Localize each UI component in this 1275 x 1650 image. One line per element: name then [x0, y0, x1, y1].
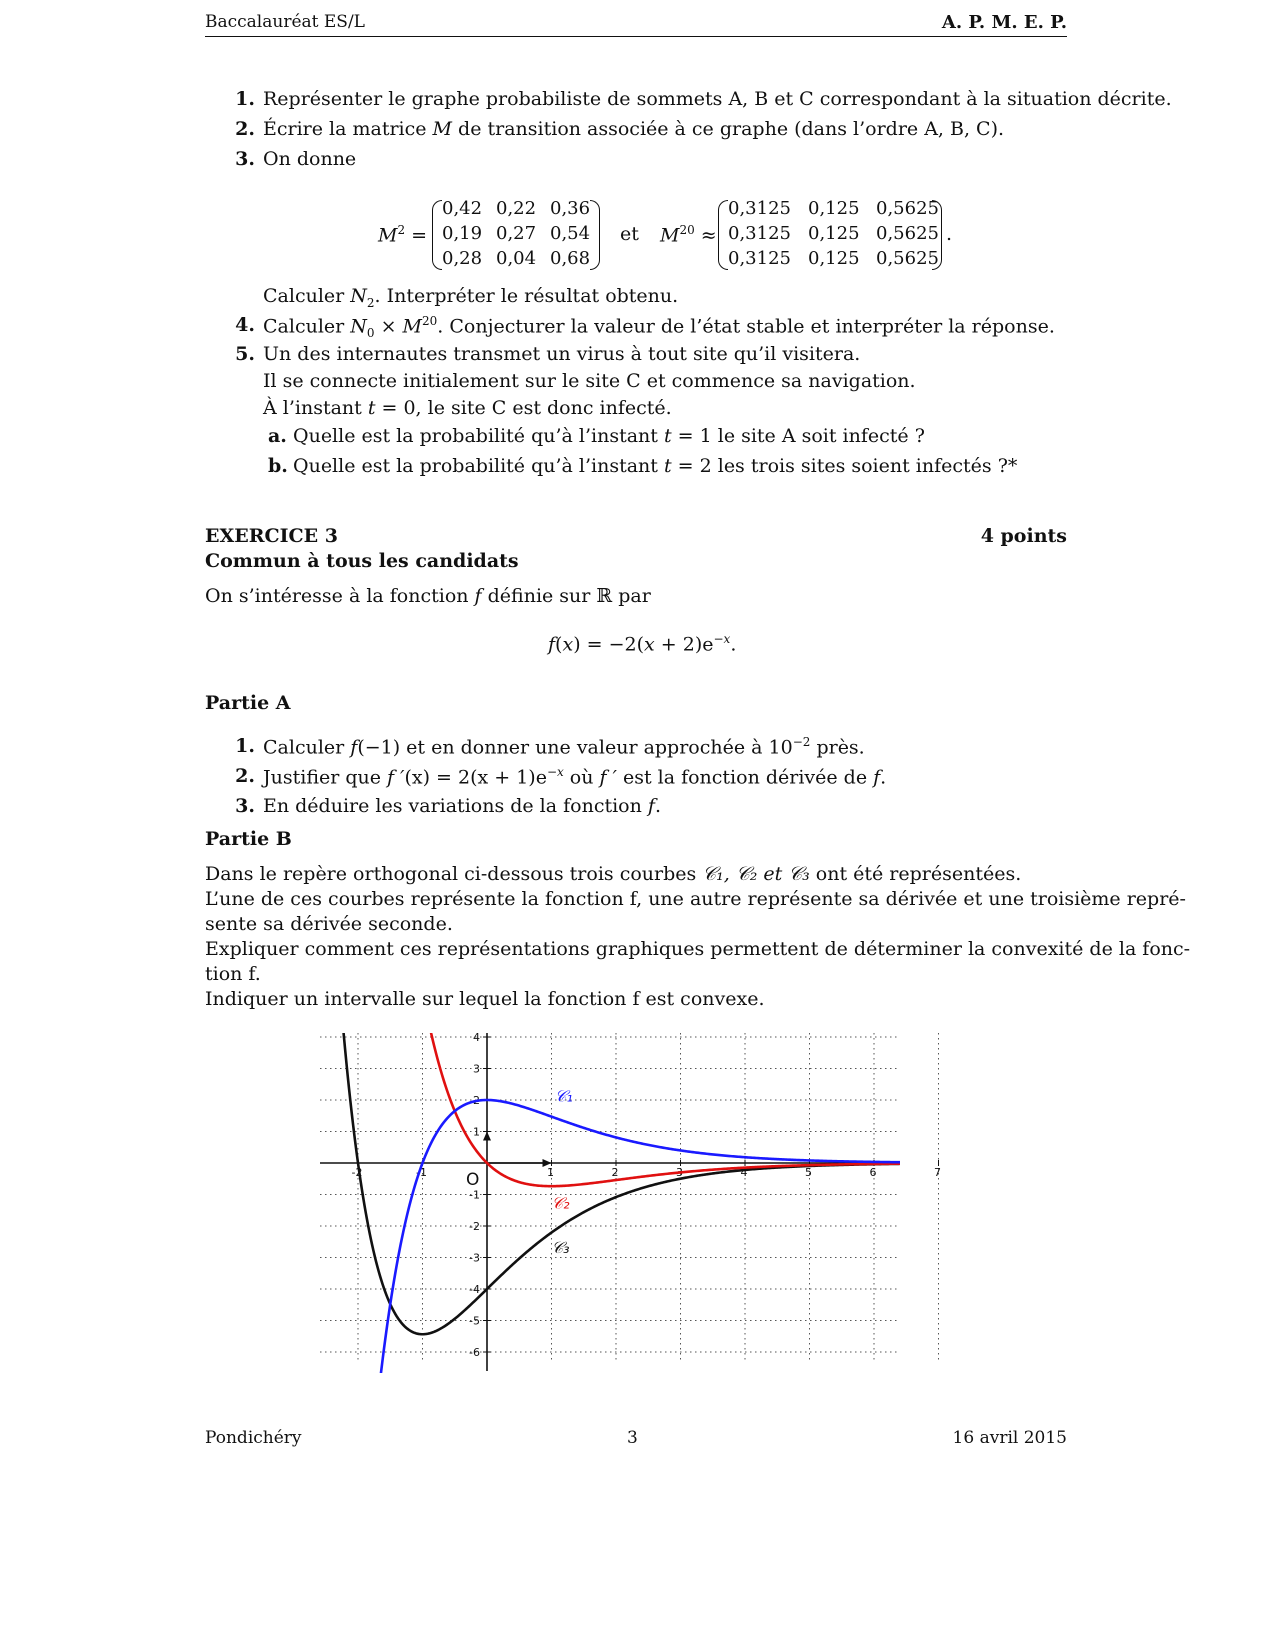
m2-cell: 0,04: [496, 248, 537, 269]
m2-right-paren: [590, 200, 600, 270]
m20-cell: 0,125: [808, 223, 860, 244]
m20-cell: 0,5625: [876, 248, 939, 269]
matrix-end-dot: .: [946, 223, 953, 245]
curve-c3: [320, 1028, 939, 1334]
m2-cell: 0,28: [442, 248, 483, 269]
partB-line3: sente sa dérivée seconde.: [205, 913, 453, 935]
header-left: Baccalauréat ES/L: [205, 12, 365, 32]
x-tick-label: 6: [869, 1166, 877, 1179]
header-right: A. P. M. E. P.: [941, 12, 1067, 33]
q5b-text: Quelle est la probabilité qu’à l’instant t = 2 les trois sites soient infectés ?*: [293, 455, 1018, 477]
m20-cell: 0,3125: [728, 198, 791, 219]
m20-matrix: [728, 198, 938, 273]
origin-label: O: [466, 1170, 480, 1190]
m2-cell: 0,42: [442, 198, 483, 219]
x-tick-label: -1: [416, 1166, 427, 1179]
curve-c1: [320, 1100, 939, 1398]
a1-number: 1.: [235, 735, 255, 757]
q5a-text: Quelle est la probabilité qu’à l’instant t = 1 le site A soit infecté ?: [293, 425, 925, 447]
x-tick-label: -2: [351, 1166, 363, 1179]
q3-calc-text: Calculer $N_2$. Interpréter le résultat obtenu.: [263, 285, 679, 310]
m2-label: $M^2$ =: [378, 223, 428, 247]
m20-right-paren: [932, 200, 942, 270]
m20-left-paren: [718, 200, 728, 270]
unit-vector-j-arrow: [483, 1132, 491, 1141]
ex3-points: 4 points: [980, 525, 1067, 547]
m2-cell: 0,68: [550, 248, 591, 269]
q5-line1: Un des internautes transmet un virus à tout site qu’il visitera.: [263, 343, 861, 365]
m20-label: $M^{20}$ ≈: [660, 223, 717, 247]
header-rule: [205, 36, 1067, 37]
m2-matrix: [442, 198, 592, 273]
q5b-label: b.: [268, 455, 288, 477]
curve-label-c3: 𝒞₃: [551, 1237, 570, 1257]
y-tick-label: -3: [469, 1251, 480, 1265]
m20-cell: 0,125: [808, 248, 860, 269]
a3-text: En déduire les variations de la fonction f.: [263, 795, 661, 817]
m2-cell: 0,22: [496, 198, 537, 219]
y-tick-label: -5: [469, 1314, 480, 1328]
q2-number: 2.: [235, 118, 255, 140]
m20-cell: 0,5625: [876, 198, 939, 219]
y-tick-label: -1: [469, 1188, 480, 1202]
a1-text: Calculer f(−1) et en donner une valeur approchée à $10^{-2}$ près.: [263, 735, 865, 759]
footer-left: Pondichéry: [205, 1428, 302, 1448]
m2-left-paren: [432, 200, 442, 270]
partA-heading: Partie A: [205, 692, 291, 714]
m20-cell: 0,3125: [728, 248, 791, 269]
curve-label-c2: 𝒞₂: [551, 1193, 570, 1213]
m2-cell: 0,19: [442, 223, 483, 244]
partB-line4: Expliquer comment ces représentations graphiques permettent de déterminer la convexité de la fonc-: [205, 938, 1191, 960]
q5-number: 5.: [235, 343, 255, 365]
chart-grid: [320, 1033, 939, 1363]
chart-curves: [320, 1028, 939, 1398]
m2-cell: 0,36: [550, 198, 591, 219]
m2-cell: 0,27: [496, 223, 537, 244]
x-tick-label: 4: [740, 1166, 748, 1179]
x-tick-label: 2: [611, 1166, 619, 1179]
m20-cell: 0,5625: [876, 223, 939, 244]
a3-number: 3.: [235, 795, 255, 817]
partB-line2: L’une de ces courbes représente la fonction f, une autre représente sa dérivée et une troisième repré-: [205, 888, 1186, 910]
q3-number: 3.: [235, 148, 255, 170]
m20-cell: 0,3125: [728, 223, 791, 244]
ex3-subtitle: Commun à tous les candidats: [205, 550, 519, 572]
q5-line2: Il se connecte initialement sur le site C et commence sa navigation.: [263, 370, 916, 392]
x-tick-label: 1: [547, 1166, 554, 1179]
y-tick-label: -2: [469, 1220, 480, 1233]
y-tick-label: -6: [469, 1346, 480, 1359]
q3-text: On donne: [263, 148, 357, 170]
ex3-title: EXERCICE 3: [205, 525, 338, 547]
curve-label-c1: 𝒞₁: [554, 1086, 573, 1106]
x-tick-label: 5: [805, 1166, 812, 1179]
ex3-intro: On s’intéresse à la fonction f définie sur ℝ par: [205, 585, 651, 607]
y-tick-label: 4: [473, 1031, 480, 1044]
m20-cell: 0,125: [808, 198, 860, 219]
y-tick-label: 2: [473, 1094, 480, 1107]
q5-line3: À l’instant t = 0, le site C est donc infecté.: [263, 397, 672, 419]
partB-heading: Partie B: [205, 828, 292, 850]
q4-text: Calculer $N_0 \times M^{20}$. Conjecturer la valeur de l’état stable et interpréter la réponse.: [263, 314, 1055, 341]
ex3-formula: $f(x) = -2(x + 2)e^{-x}$.: [548, 632, 737, 656]
q1-number: 1.: [235, 88, 255, 110]
a2-number: 2.: [235, 765, 255, 787]
q5a-label: a.: [268, 425, 287, 447]
partB-line6: Indiquer un intervalle sur lequel la fonction f est convexe.: [205, 988, 765, 1010]
q4-number: 4.: [235, 314, 255, 336]
x-tick-label: 3: [676, 1166, 683, 1179]
q1-text: Représenter le graphe probabiliste de sommets A, B et C correspondant à la situation décrite.: [263, 88, 1172, 110]
x-tick-label: 7: [934, 1166, 941, 1179]
y-tick-label: -4: [469, 1283, 480, 1296]
m2-cell: 0,54: [550, 223, 591, 244]
q2-text: Écrire la matrice M de transition associée à ce graphe (dans l’ordre A, B, C).: [263, 118, 1005, 140]
et-word: et: [620, 223, 639, 245]
partB-line1: Dans le repère orthogonal ci-dessous trois courbes 𝒞₁, 𝒞₂ et 𝒞₃ ont été représentées.: [205, 863, 1022, 885]
y-tick-label: 1: [473, 1125, 480, 1139]
a2-text: Justifier que f $'(x) = 2(x + 1)e^{-x}$ où f ′ est la fonction dérivée de f.: [263, 765, 887, 789]
curves-chart: [320, 1028, 960, 1398]
partB-line5: tion f.: [205, 963, 261, 985]
footer-page-number: 3: [627, 1428, 638, 1448]
footer-date: 16 avril 2015: [952, 1428, 1067, 1448]
y-tick-label: 3: [473, 1062, 480, 1076]
